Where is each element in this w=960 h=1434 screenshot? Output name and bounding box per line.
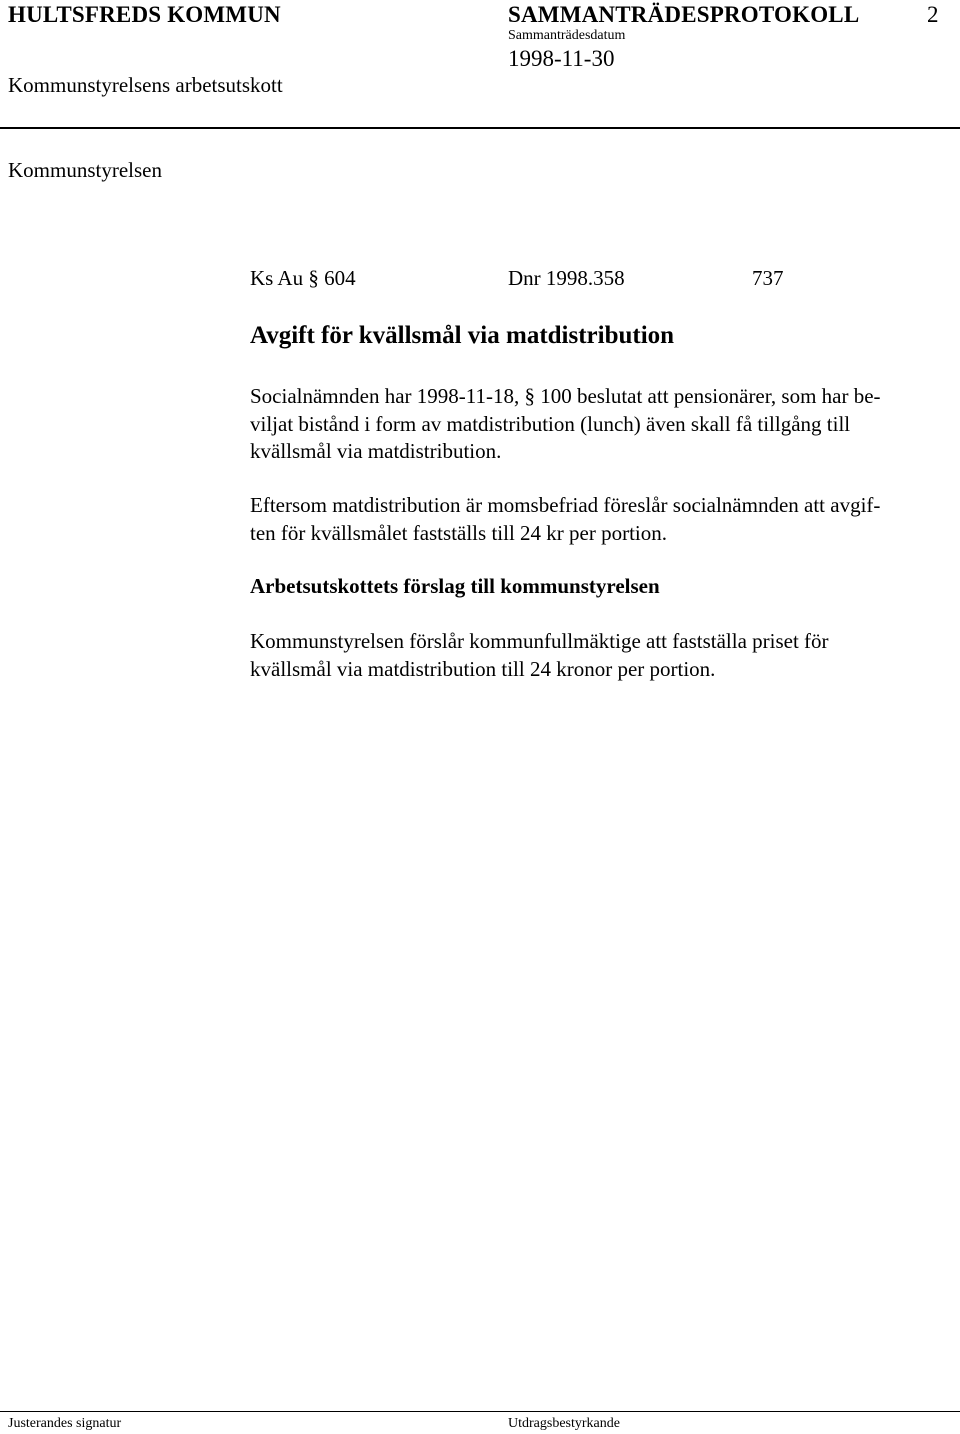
organization-name: HULTSFREDS KOMMUN [8, 2, 281, 27]
case-dnr: Dnr 1998.358 [508, 266, 625, 290]
document-type: SAMMANTRÄDESPROTOKOLL [508, 2, 860, 27]
item-title: Avgift för kvällsmål via matdistribution [250, 322, 675, 349]
section-heading: Arbetsutskottets förslag till kommunstyrelsen [250, 574, 660, 598]
page-number: 2 [927, 2, 939, 27]
header-divider [0, 127, 960, 129]
recipient: Kommunstyrelsen [8, 158, 162, 182]
meeting-date-label: Sammanträdesdatum [508, 28, 626, 43]
paragraph-line: kvällsmål via matdistribution. [250, 439, 502, 463]
paragraph-line: kvällsmål via matdistribution till 24 kronor per portion. [250, 656, 716, 681]
paragraph-proposal-social [250, 492, 950, 547]
meeting-date: 1998-11-30 [508, 46, 615, 71]
paragraph-line: Socialnämnden har 1998-11-18, § 100 beslutat att pensionärer, som har be- [250, 384, 881, 408]
paragraph-background [250, 383, 950, 466]
committee-name: Kommunstyrelsens arbetsutskott [8, 73, 283, 97]
certification-label: Utdragsbestyrkande [508, 1416, 620, 1431]
paragraph-line: viljat bistånd i form av matdistribution (lunch) även skall få tillgång till [250, 411, 851, 436]
paragraph-line: Eftersom matdistribution är momsbefriad föreslår socialnämnden att avgif- [250, 493, 881, 517]
footer-divider [0, 1411, 960, 1412]
paragraph-line: ten för kvällsmålet fastställs till 24 kr per portion. [250, 520, 667, 545]
signature-label: Justerandes signatur [8, 1416, 122, 1431]
case-reference: Ks Au § 604 [250, 266, 356, 290]
case-number: 737 [752, 266, 784, 290]
paragraph-decision [250, 628, 950, 683]
paragraph-line: Kommunstyrelsen förslår kommunfullmäktige att fastställa priset för [250, 629, 829, 653]
